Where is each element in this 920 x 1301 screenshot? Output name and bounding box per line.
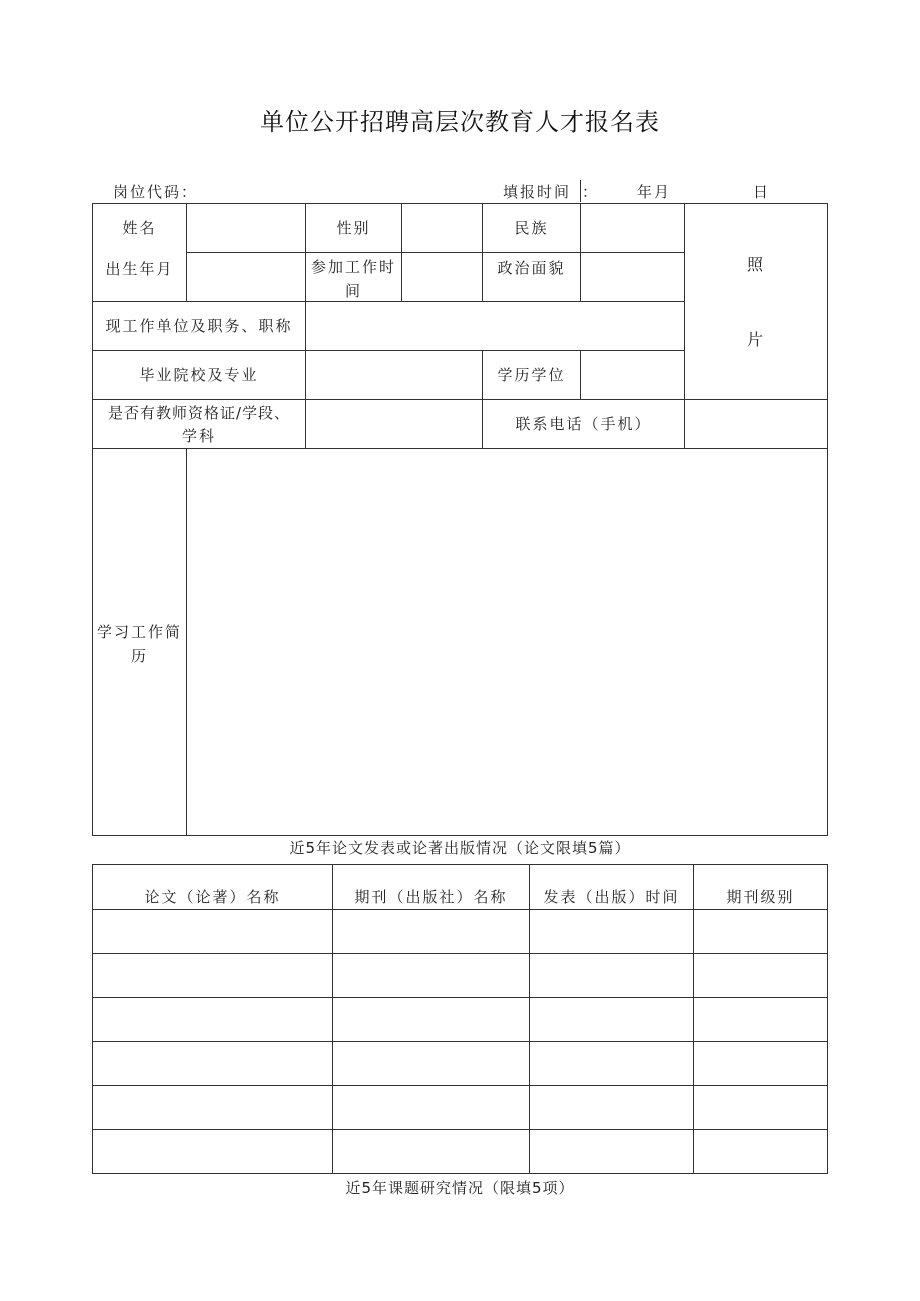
- papers-header-name: 论文（论著）名称: [144, 888, 281, 906]
- papers-header-level: 期刊级别: [726, 888, 795, 906]
- degree-field[interactable]: [581, 351, 684, 399]
- photo-label-line1: 照: [746, 255, 765, 274]
- papers-header-journal: 期刊（出版社）名称: [354, 888, 508, 906]
- projects-caption: 近5年课题研究情况（限填5项）: [345, 1179, 575, 1197]
- page-title: 单位公开招聘高层次教育人才报名表: [260, 108, 660, 136]
- teacher-cert-label-line1: 是否有教师资格证/学段、: [107, 404, 291, 422]
- ethnicity-label: 民族: [514, 219, 549, 237]
- resume-label-line1: 学习工作简: [96, 623, 182, 641]
- table-row[interactable]: [93, 954, 827, 997]
- degree-label: 学历学位: [497, 366, 566, 384]
- fill-time-label: 填报时间: [503, 183, 572, 201]
- ethnicity-field[interactable]: [581, 204, 684, 252]
- current-unit-field[interactable]: [306, 302, 684, 350]
- fill-time-divider: [580, 180, 581, 202]
- gender-field[interactable]: [402, 204, 482, 252]
- photo-label-line2: 片: [746, 330, 765, 349]
- table-row[interactable]: [93, 1130, 827, 1173]
- papers-header-time: 发表（出版）时间: [543, 888, 680, 906]
- current-unit-label: 现工作单位及职务、职称: [105, 317, 293, 335]
- resume-label-line2: 历: [130, 647, 148, 665]
- day-label: 日: [753, 183, 771, 201]
- table-row[interactable]: [93, 1042, 827, 1085]
- resume-field[interactable]: [187, 449, 827, 835]
- fill-time-colon: ：: [582, 183, 600, 201]
- birth-field[interactable]: [187, 253, 305, 301]
- phone-label: 联系电话（手机）: [515, 415, 652, 433]
- post-code-label: 岗位代码：: [113, 183, 199, 201]
- teacher-cert-label-line2: 学科: [181, 427, 216, 445]
- teacher-cert-field[interactable]: [306, 400, 482, 448]
- gender-label: 性别: [336, 219, 371, 237]
- work-start-label-line1: 参加工作时: [310, 258, 396, 276]
- work-start-field[interactable]: [402, 253, 482, 301]
- graduate-field[interactable]: [306, 351, 482, 399]
- table-row[interactable]: [93, 998, 827, 1041]
- name-field[interactable]: [187, 204, 305, 252]
- papers-caption: 近5年论文发表或论著出版情况（论文限填5篇）: [289, 839, 631, 857]
- year-month-label: 年月: [637, 183, 672, 201]
- graduate-label: 毕业院校及专业: [139, 366, 259, 384]
- politics-field[interactable]: [581, 253, 684, 301]
- table-row[interactable]: [93, 910, 827, 953]
- birth-label: 出生年月: [105, 260, 174, 278]
- phone-field[interactable]: [685, 400, 827, 448]
- work-start-label-line2: 间: [344, 282, 362, 300]
- name-label: 姓名: [122, 219, 157, 237]
- politics-label: 政治面貌: [497, 259, 566, 277]
- table-row[interactable]: [93, 1086, 827, 1129]
